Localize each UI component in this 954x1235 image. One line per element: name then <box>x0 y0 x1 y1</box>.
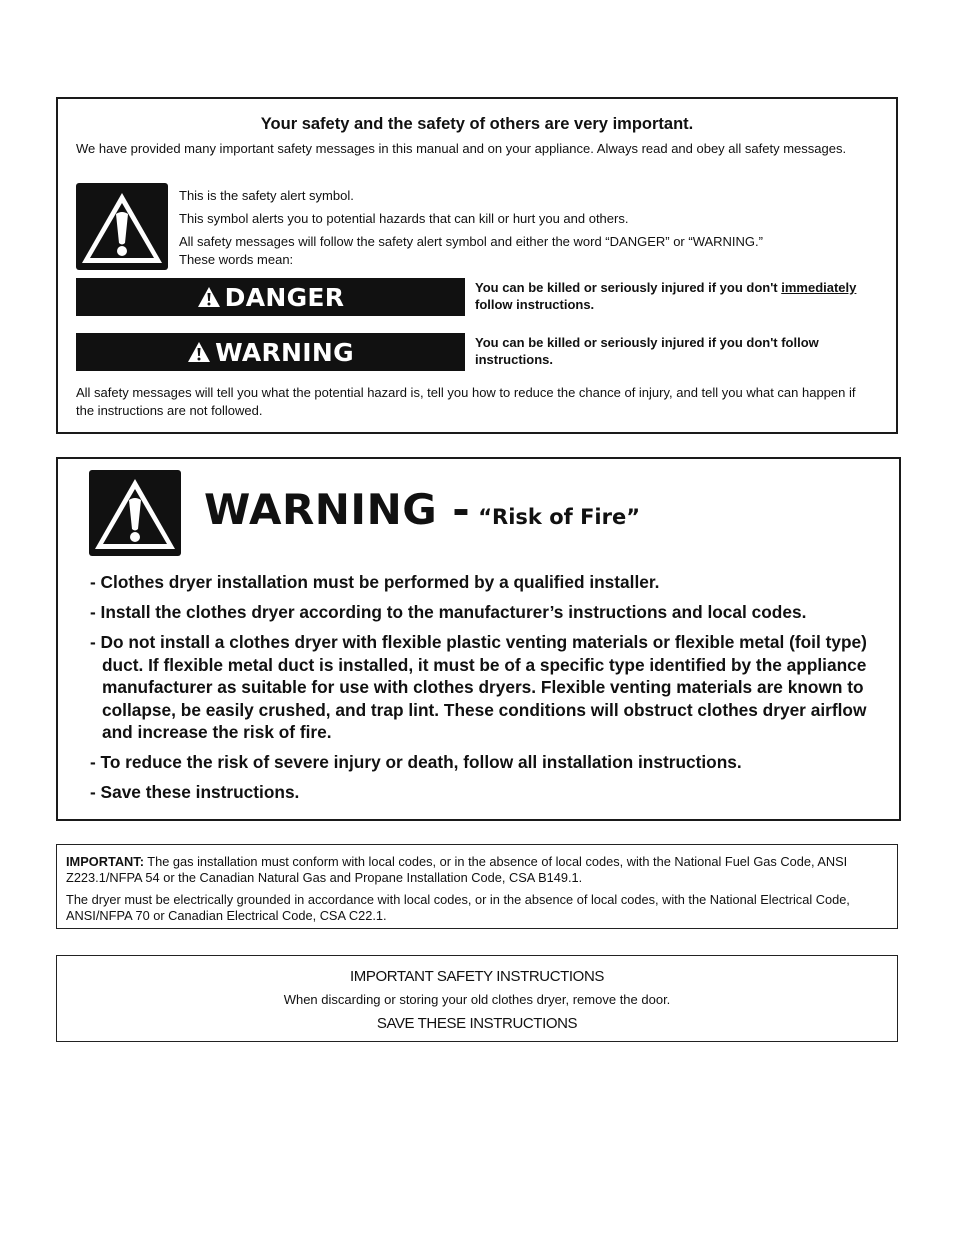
fire-warning-list <box>90 571 881 811</box>
save-instructions-footer: SAVE THESE INSTRUCTIONS <box>376 1015 578 1032</box>
fire-warning-box <box>56 457 901 821</box>
electrical-code-paragraph: The dryer must be electrically grounded in accordance with local codes, or in the absence of local codes, with the National Electrical Code, ANSI/NFPA 70 or Canadian Electrical Code, CSA C22.1. <box>66 892 850 923</box>
gas-code-paragraph <box>66 854 877 886</box>
important-label: IMPORTANT: <box>66 854 144 869</box>
list-item: - Save these instructions. <box>90 782 300 802</box>
symbol-line: This symbol alerts you to potential hazards that can kill or hurt you and others. <box>179 211 629 226</box>
safety-alert-icon <box>197 286 221 308</box>
danger-desc-emphasis: immediately <box>781 280 857 295</box>
safety-alert-icon <box>76 183 168 270</box>
warning-word: WARNING - <box>204 485 471 534</box>
risk-of-fire-label: “Risk of Fire” <box>478 505 641 529</box>
safety-intro: We have provided many important safety messages in this manual and on your appliance. Always read and obey all safety messages. <box>76 141 847 156</box>
symbol-explanation <box>179 187 876 269</box>
danger-signal-bar <box>76 278 465 316</box>
list-item: - Clothes dryer installation must be performed by a qualified installer. <box>90 572 660 592</box>
instructions-heading: IMPORTANT SAFETY INSTRUCTIONS <box>350 968 604 985</box>
warning-description: You can be killed or seriously injured if you don't follow instructions. <box>475 335 819 367</box>
list-item: - Do not install a clothes dryer with flexible plastic venting materials or flexible metal (foil type) duct. If flexible metal duct is installed, it must be of a specific type identified by the appliance manufacturer as suitable for use with clothes dryers. Flexible venting materials are known to collapse, be easily crushed, and trap lint. These conditions will obstruct clothes dryer airflow and increase the risk of fire. <box>90 632 867 742</box>
danger-desc-text: You can be killed or seriously injured if you don't <box>475 280 782 295</box>
important-codes-box <box>56 844 898 929</box>
gas-code-text: The gas installation must conform with local codes, or in the absence of local codes, with the National Fuel Gas Code, ANSI Z223.1/NFPA 54 or the Canadian Natural Gas and Propane Installation Code, CSA B149.1. <box>66 854 848 885</box>
danger-label: DANGER <box>224 282 345 312</box>
safety-message-box <box>56 97 898 434</box>
symbol-line: All safety messages will follow the safety alert symbol and either the word “DANGER” or “WARNING.” <box>179 234 763 249</box>
fire-warning-heading <box>204 485 640 534</box>
warning-signal-bar <box>76 333 465 371</box>
safety-outro: All safety messages will tell you what the potential hazard is, tell you how to reduce the chance of injury, and tell you what can happen if the instructions are not followed. <box>76 385 856 418</box>
symbol-line: These words mean: <box>179 252 294 267</box>
symbol-line: This is the safety alert symbol. <box>179 188 354 203</box>
list-item: - Install the clothes dryer according to the manufacturer’s instructions and local codes. <box>90 602 807 622</box>
safety-alert-icon <box>187 341 211 363</box>
safety-title: Your safety and the safety of others are very important. <box>260 115 694 133</box>
list-item: - To reduce the risk of severe injury or death, follow all installation instructions. <box>90 752 742 772</box>
warning-label: WARNING <box>215 337 354 367</box>
safety-alert-icon <box>89 470 181 556</box>
danger-description <box>475 279 885 313</box>
safety-instructions-box <box>56 955 898 1042</box>
danger-desc-text: follow instructions. <box>475 297 595 312</box>
instructions-text: When discarding or storing your old clothes dryer, remove the door. <box>283 992 671 1007</box>
